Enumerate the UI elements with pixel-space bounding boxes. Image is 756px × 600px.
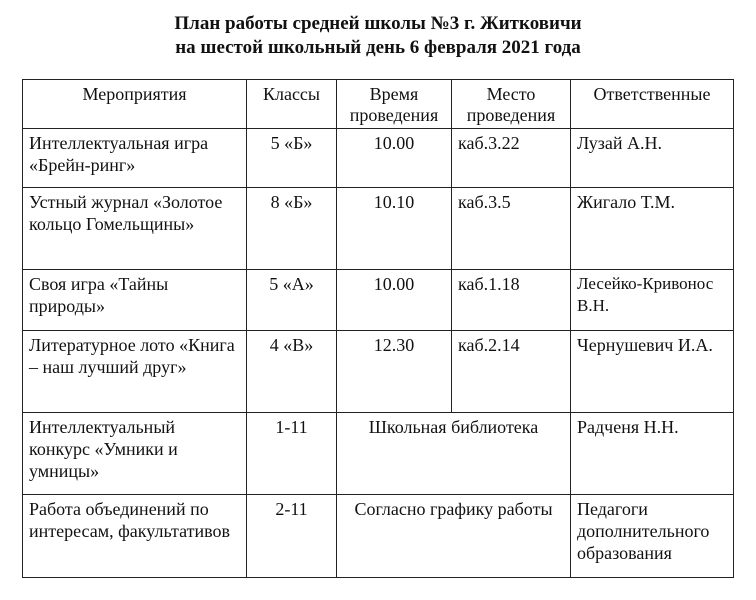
cell-place: каб.3.22 xyxy=(452,129,571,188)
cell-place: каб.3.5 xyxy=(452,188,571,270)
cell-time: 10.10 xyxy=(337,188,452,270)
header-event: Мероприятия xyxy=(23,80,247,129)
cell-responsible: Педагоги дополнительного образования xyxy=(571,495,734,578)
cell-event: Литературное лото «Книга – наш лучший друг» xyxy=(23,331,247,413)
cell-event: Интеллектуальный конкурс «Умники и умницы» xyxy=(23,413,247,495)
page-subtitle: на шестой школьный день 6 февраля 2021 года xyxy=(175,37,581,58)
table-row xyxy=(23,129,734,188)
cell-event: Интеллектуальная игра «Брейн-ринг» xyxy=(23,129,247,188)
schedule-table xyxy=(22,79,734,578)
cell-classes: 8 «Б» xyxy=(247,188,337,270)
table-row xyxy=(23,331,734,413)
table-row xyxy=(23,413,734,495)
cell-time: 10.00 xyxy=(337,129,452,188)
header-classes: Классы xyxy=(247,80,337,129)
cell-event: Своя игра «Тайны природы» xyxy=(23,270,247,331)
cell-event: Работа объединений по интересам, факультативов xyxy=(23,495,247,578)
table-header-row xyxy=(23,80,734,129)
cell-classes: 4 «В» xyxy=(247,331,337,413)
table-row xyxy=(23,270,734,331)
cell-classes: 5 «Б» xyxy=(247,129,337,188)
cell-place: каб.1.18 xyxy=(452,270,571,331)
cell-responsible: Жигало Т.М. xyxy=(571,188,734,270)
cell-time-place: Согласно графику работы xyxy=(337,495,571,578)
cell-time: 12.30 xyxy=(337,331,452,413)
header-responsible: Ответственные xyxy=(571,80,734,129)
cell-place: каб.2.14 xyxy=(452,331,571,413)
cell-event: Устный журнал «Золотое кольцо Гомельщины» xyxy=(23,188,247,270)
cell-classes: 1-11 xyxy=(247,413,337,495)
cell-responsible: Лесейко-Кривонос В.Н. xyxy=(571,270,734,331)
cell-time-place: Школьная библиотека xyxy=(337,413,571,495)
table-row xyxy=(23,188,734,270)
header-place: Место проведения xyxy=(452,80,571,129)
page-title: План работы средней школы №3 г. Житковичи xyxy=(174,13,582,34)
cell-classes: 2-11 xyxy=(247,495,337,578)
cell-responsible: Лузай А.Н. xyxy=(571,129,734,188)
table-row xyxy=(23,495,734,578)
header-time: Время проведения xyxy=(337,80,452,129)
cell-responsible: Радченя Н.Н. xyxy=(571,413,734,495)
cell-time: 10.00 xyxy=(337,270,452,331)
cell-classes: 5 «А» xyxy=(247,270,337,331)
cell-responsible: Чернушевич И.А. xyxy=(571,331,734,413)
